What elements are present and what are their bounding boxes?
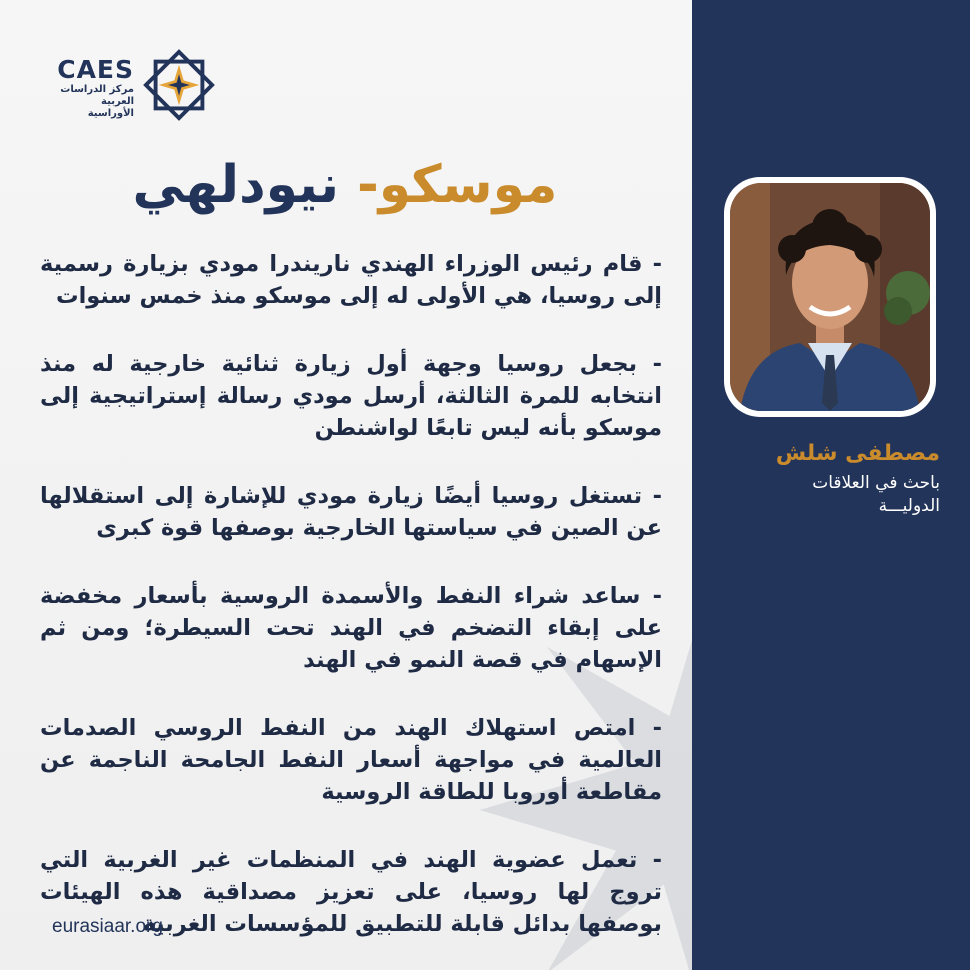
title-part-2: نيودلهي — [132, 155, 340, 215]
logo-text — [52, 56, 134, 120]
article-body — [40, 248, 662, 970]
paragraph-6: - تعمل عضوية الهند في المنظمات غير الغربية التي تروج لها روسيا، على تعزيز مصداقية هذه الهيئات بوصفها بدائل قابلة للتطبيق للمؤسسات الغربية — [40, 847, 662, 937]
paragraph-5: - امتص استهلاك الهند من النفط الروسي الصدمات العالمية في مواجهة أسعار النفط الجامحة الناجمة عن مقاطعة أوروبا للطاقة الروسية — [40, 715, 662, 805]
author-role-line-2: الدوليـــة — [878, 496, 940, 516]
paragraph-3: - تستغل روسيا أيضًا زيارة مودي للإشارة إلى استقلالها عن الصين في سياستها الخارجية بوصفها قوة كبرى — [40, 483, 662, 541]
page-title — [100, 150, 590, 220]
author-panel — [692, 0, 970, 970]
star-logo-icon — [140, 46, 218, 124]
paragraph-4: - ساعد شراء النفط والأسمدة الروسية بأسعار مخفضة على إبقاء التضخم في الهند تحت السيطرة؛ ومن ثم الإسهام في قصة النمو في الهند — [40, 583, 662, 673]
caes-logo — [52, 46, 222, 126]
website-link[interactable]: eurasiaar.org — [52, 916, 163, 937]
logo-brand: CAES — [57, 55, 134, 84]
logo-line-1: مركز الدراسات — [60, 84, 134, 95]
author-name: مصطفى شلش — [775, 441, 940, 466]
logo-line-2: العربية الأوراسية — [87, 96, 134, 119]
author-photo — [730, 183, 930, 411]
title-part-1: موسكو- — [357, 155, 558, 215]
author-photo-frame — [724, 177, 936, 417]
author-info — [722, 440, 940, 518]
paragraph-2: - بجعل روسيا وجهة أول زيارة ثنائية خارجية له منذ انتخابه للمرة الثالثة، أرسل مودي رسالة إستراتيجية إلى موسكو بأنه ليس تابعًا لواشنطن — [40, 351, 662, 441]
author-role-line-1: باحث في العلاقات — [812, 473, 940, 493]
paragraph-1: - قام رئيس الوزراء الهندي ناريندرا مودي بزيارة رسمية إلى روسيا، هي الأولى له إلى موسكو منذ خمس سنوات — [40, 251, 662, 309]
